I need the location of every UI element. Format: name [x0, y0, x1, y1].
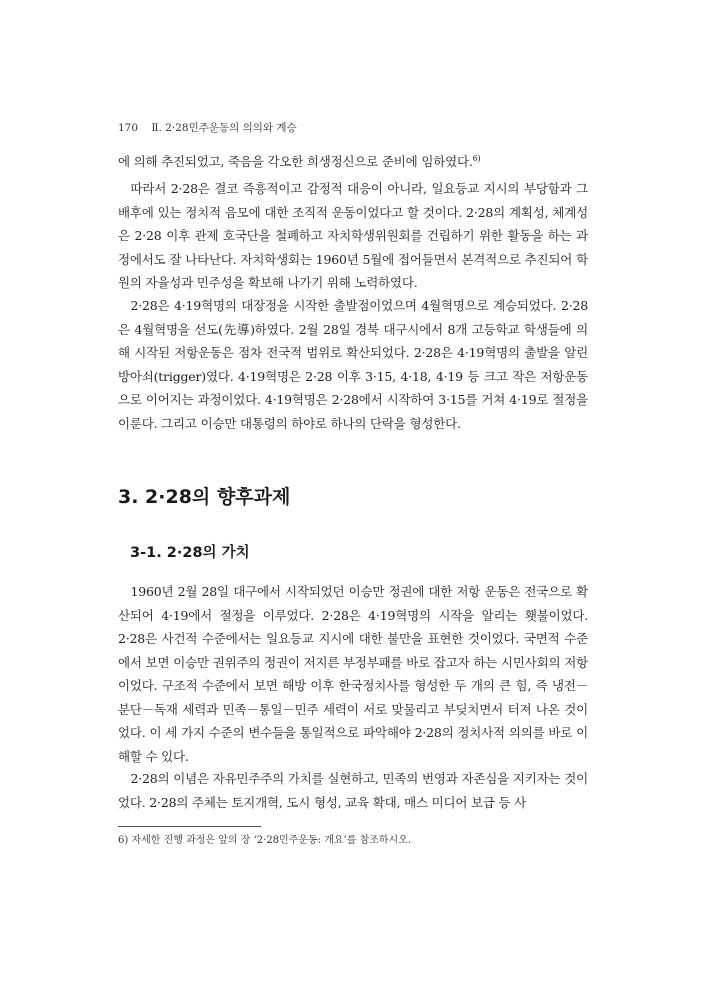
paragraph-1-text: 에 의해 추진되었고, 죽음을 각오한 희생정신으로 준비에 임하였다.	[118, 154, 473, 169]
paragraph-5: 2·28의 이념은 자유민주주의 가치를 실현하고, 민족의 번영과 자존심을 지키자는 것이었다. 2·28의 주체는 토지개혁, 도시 형성, 교육 확대, 매스 미디어 보급 등 사	[118, 771, 588, 810]
footnote: 6) 자세한 진행 과정은 앞의 장 ‘2·28민주운동: 개요’를 참조하시오.	[118, 835, 412, 846]
paragraph-4: 1960년 2월 28일 대구에서 시작되었던 이승만 정권에 대한 저항 운동은 전국으로 확산되어 4·19에서 절정을 이루었다. 2·28은 4·19혁명의 시작을 알리는 횃불이었다. 2·28은 사건적 수준에서는 일요등교 지시에 대한 불만을 표현한 것이었다. 국면적 수준에서 보면 이승만 권위주의 정권이 저지른 부정부패를 바로 잡고자 하는 시민사회의 저항이었다. 구조적 수준에서 보면 해방 이후 한국정치사를 형성한 두 개의 큰 힘, 즉 냉전－분단－독재 세력과 민족－통일－민주 세력이 서로 맞물리고 부딪치면서 터져 나온 것이었다. 이 세 가지 수준의 변수들을 통일적으로 파악해야 2·28의 정치사적 의의를 바로 이해할 수 있다.	[118, 584, 588, 764]
section-heading: 3. 2·28의 향후과제	[118, 486, 291, 508]
footnote-marker: 6)	[472, 153, 481, 163]
footnote-divider	[118, 826, 261, 827]
section-title: Ⅱ. 2·28민주운동의 의의와 계승	[151, 122, 297, 134]
paragraph-2: 따라서 2·28은 결코 즉흥적이고 감정적 대응이 아니라, 일요등교 지시의 부당함과 그 배후에 있는 정치적 음모에 대한 조직적 운동이었다고 할 것이다. 2·28의 계획성, 체계성은 2·28 이후 관제 호국단을 철폐하고 자치학생위원회를 건립하기 위한 활동을 하는 과정에서도 잘 나타난다. 자치학생회는 1960년 5월에 접어들면서 본격적으로 추진되어 학원의 자율성과 민주성을 확보해 나가기 위해 노력하였다.	[118, 181, 588, 290]
page-number: 170	[118, 122, 139, 134]
paragraph-1	[118, 150, 588, 174]
subsection-heading: 3-1. 2·28의 가치	[130, 545, 250, 561]
running-header	[118, 120, 297, 135]
paragraph-3: 2·28은 4·19혁명의 대장정을 시작한 출발점이었으며 4월혁명으로 계승되었다. 2·28은 4월혁명을 선도(先導)하였다. 2월 28일 경북 대구시에서 8개 고등학교 학생들에 의해 시작된 저항운동은 점차 전국적 범위로 확산되었다. 2·28은 4·19혁명의 출발을 알린 방아쇠(trigger)였다. 4·19혁명은 2·28 이후 3·15, 4·18, 4·19 등 크고 작은 저항운동으로 이어지는 과정이었다. 4·19혁명은 2·28에서 시작하여 3·15를 거쳐 4·19로 절정을 이룬다. 그리고 이승만 대통령의 하야로 하나의 단락을 형성한다.	[118, 298, 588, 431]
